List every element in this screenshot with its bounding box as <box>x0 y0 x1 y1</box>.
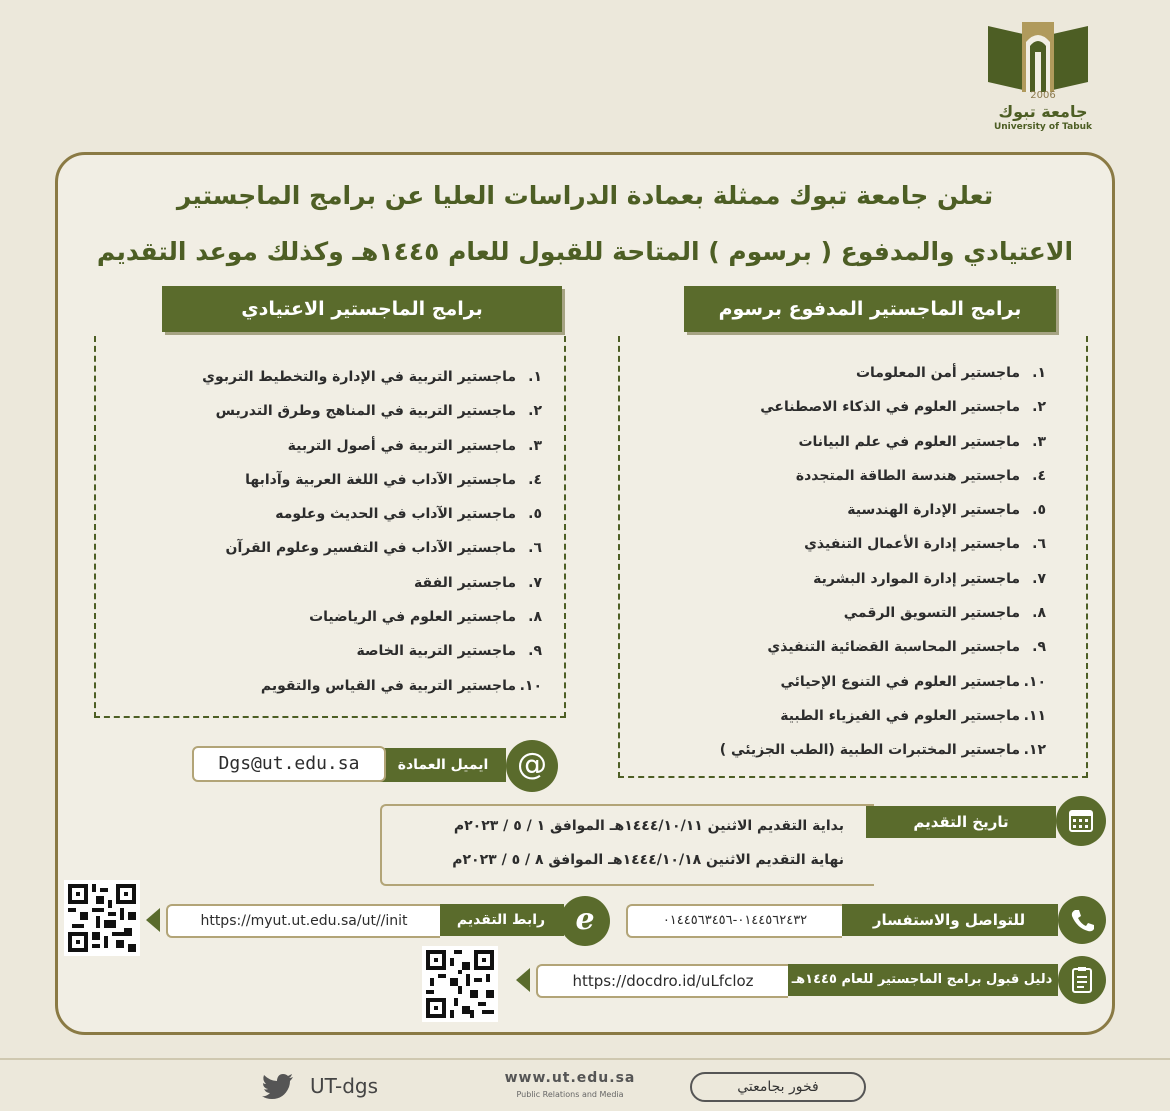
end-date: نهاية التقديم الاثنين ١٤٤٤/١٠/١٨هـ الموافق ٨ / ٥ / ٢٠٢٣م <box>452 852 844 868</box>
list-item: ٧.ماجستير الفقة <box>414 574 542 591</box>
application-dates-box <box>380 804 874 886</box>
list-item: ٦.ماجستير الآداب في التفسير وعلوم القرآن <box>225 540 542 557</box>
list-item: ٣.ماجستير التربية في أصول التربية <box>287 437 542 454</box>
university-logo <box>968 10 1118 135</box>
calendar-icon <box>1056 796 1106 846</box>
list-item: ٨.ماجستير التسويق الرقمي <box>843 605 1046 622</box>
apply-link[interactable]: https://myut.ut.edu.sa/ut//init <box>166 904 440 938</box>
regular-programs-title: برامج الماجستير الاعتيادي <box>162 286 562 332</box>
list-item: ٧.ماجستير إدارة الموارد البشرية <box>813 570 1046 587</box>
list-item: ٤.ماجستير الآداب في اللغة العربية وآدابها <box>245 471 542 488</box>
slogan-badge: فخور بجامعتي <box>690 1072 866 1102</box>
arrow-left-icon <box>146 908 160 932</box>
contact-phones[interactable]: ٠١٤٤٥٦٢٤٣٢-٠١٤٤٥٦٣٤٥٦ <box>626 904 842 938</box>
twitter-icon <box>262 1074 294 1100</box>
announcement-headline <box>80 168 1090 280</box>
logo-name-english: University of Tabuk <box>993 122 1093 132</box>
list-item: ١٠.ماجستير التربية في القياس والتقويم <box>260 677 542 694</box>
phone-icon <box>1058 896 1106 944</box>
list-item: ٢.ماجستير العلوم في الذكاء الاصطناعي <box>760 399 1046 416</box>
logo-mark-icon <box>980 12 1096 92</box>
logo-name-arabic: جامعة تبوك <box>998 102 1088 121</box>
contact-label: للتواصل والاستفسار <box>840 904 1058 936</box>
list-item: ٣.ماجستير العلوم في علم البيانات <box>798 433 1046 450</box>
paid-programs-list <box>720 356 1046 768</box>
logo-year: 2006 <box>1030 90 1056 101</box>
regular-programs-list <box>202 360 542 703</box>
guide-qr-code[interactable] <box>422 946 498 1022</box>
list-item: ١١.ماجستير العلوم في الفيزياء الطبية <box>780 707 1046 724</box>
list-item: ٢.ماجستير التربية في المناهج وطرق التدريس <box>215 403 542 420</box>
email-link[interactable]: Dgs@ut.edu.sa <box>192 746 386 782</box>
paid-programs-title: برامج الماجستير المدفوع برسوم <box>684 286 1056 332</box>
start-date: بداية التقديم الاثنين ١٤٤٤/١٠/١١هـ الموافق ١ / ٥ / ٢٠٢٣م <box>453 818 844 834</box>
apply-link-label: رابط التقديم <box>438 904 564 936</box>
email-label: ايميل العمادة <box>380 748 506 782</box>
list-item: ٤.ماجستير هندسة الطاقة المتجددة <box>795 467 1046 484</box>
list-item: ٦.ماجستير إدارة الأعمال التنفيذي <box>804 536 1046 553</box>
list-item: ١٠.ماجستير العلوم في التنوع الإحيائي <box>780 673 1046 690</box>
list-item: ٩.ماجستير المحاسبة القضائية التنفيذي <box>767 639 1046 656</box>
application-dates-label: تاريخ التقديم <box>866 806 1056 838</box>
apply-qr-code[interactable] <box>64 880 140 956</box>
list-item: ٥.ماجستير الآداب في الحديث وعلومه <box>275 506 542 523</box>
list-item: ١.ماجستير أمن المعلومات <box>855 365 1046 381</box>
list-item: ٨.ماجستير العلوم في الرياضيات <box>309 609 542 626</box>
guide-link-label: دليل قبول برامج الماجستير للعام ١٤٤٥هـ <box>786 964 1058 996</box>
browser-e-icon: e <box>560 896 610 946</box>
website-url[interactable]: www.ut.edu.sa <box>504 1070 636 1086</box>
headline-line-1: تعلن جامعة تبوك ممثلة بعمادة الدراسات العليا عن برامج الماجستير <box>176 181 994 210</box>
guide-link[interactable]: https://docdro.id/uLfcloz <box>536 964 788 998</box>
website-subtitle: Public Relations and Media <box>516 1090 624 1099</box>
list-item: ١.ماجستير التربية في الإدارة والتخطيط التربوي <box>202 369 542 385</box>
twitter-handle[interactable]: UT-dgs <box>310 1074 379 1098</box>
at-sign-icon: @ <box>506 740 558 792</box>
clipboard-icon <box>1058 956 1106 1004</box>
list-item: ٥.ماجستير الإدارة الهندسية <box>847 502 1046 519</box>
headline-line-2: الاعتيادي والمدفوع ( برسوم ) المتاحة للقبول للعام ١٤٤٥هـ وكذلك موعد التقديم <box>96 237 1074 266</box>
footer-divider <box>0 1058 1170 1060</box>
arrow-left-icon <box>516 968 530 992</box>
list-item: ٩.ماجستير التربية الخاصة <box>356 643 542 660</box>
list-item: ١٢.ماجستير المختبرات الطبية (الطب الجزيئي ) <box>719 742 1046 759</box>
